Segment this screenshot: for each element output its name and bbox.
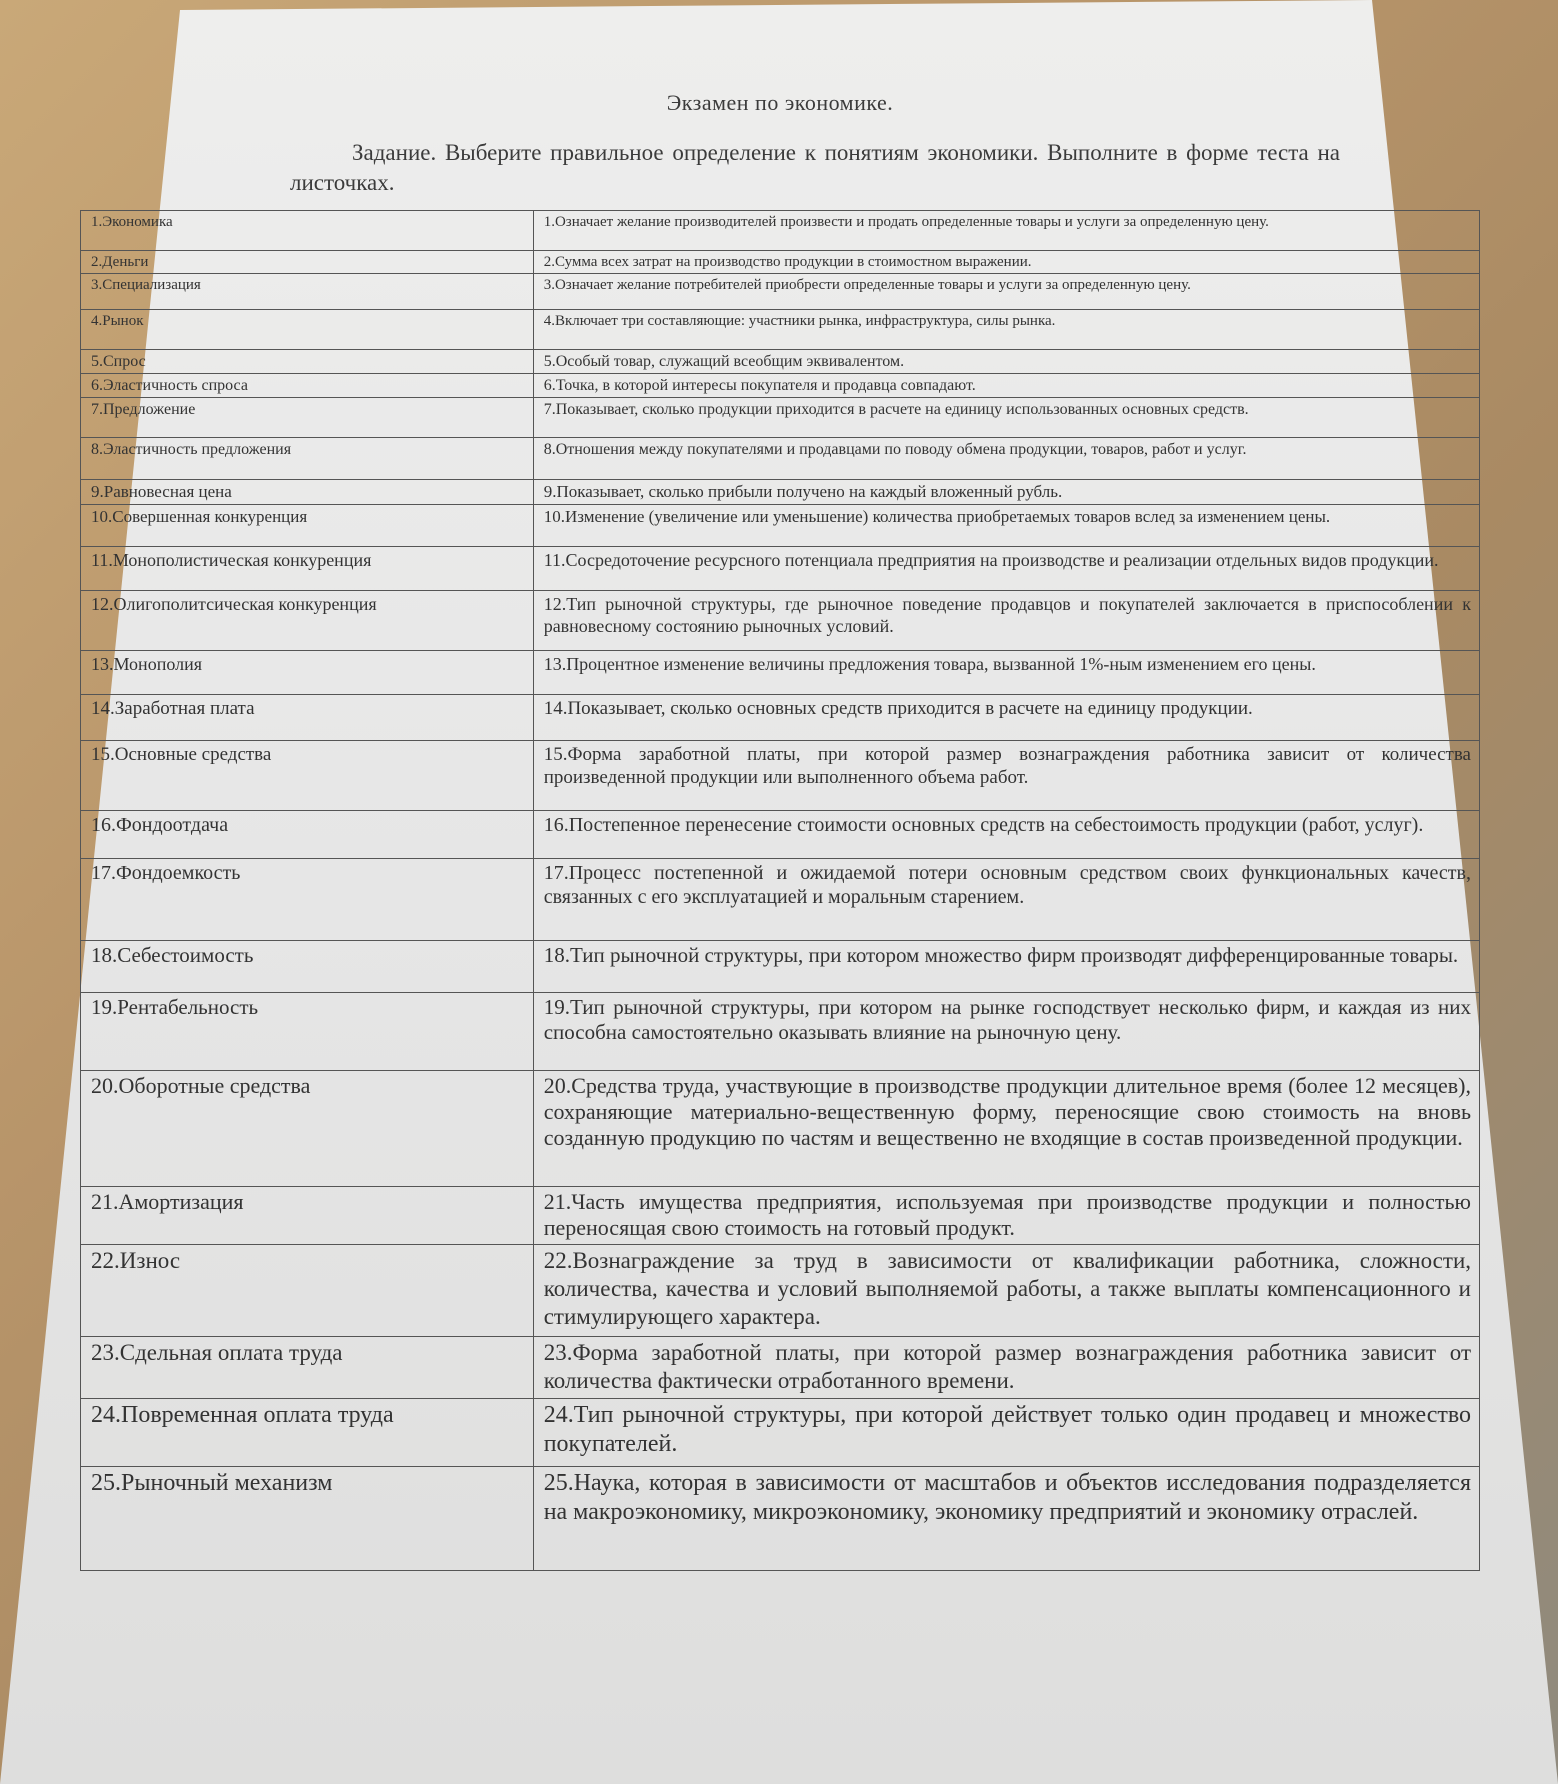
table-row (81, 547, 1480, 591)
term-cell: 22.Износ (81, 1245, 534, 1337)
term-cell: 19.Рентабельность (81, 993, 534, 1071)
definition-cell: 11.Сосредоточение ресурсного потенциала предприятия на производстве и реализации отдельных видов продукции. (533, 547, 1479, 591)
definition-cell: 2.Сумма всех затрат на производство продукции в стоимостном выражении. (533, 251, 1479, 274)
definitions-table (80, 210, 1480, 1571)
table-row (81, 591, 1480, 651)
definition-cell: 19.Тип рыночной структуры, при котором на рынке господствует несколько фирм, и каждая из них способна самостоятельно оказывать влияние на рыночную цену. (533, 993, 1479, 1071)
definition-cell: 1.Означает желание производителей произвести и продать определенные товары и услуги за определенную цену. (533, 211, 1479, 251)
table-row (81, 741, 1480, 811)
term-cell: 8.Эластичность предложения (81, 438, 534, 480)
table-row (81, 811, 1480, 859)
definition-cell: 12.Тип рыночной структуры, где рыночное поведение продавцов и покупателей заключается в приспособлении к равновесному состоянию рыночных условий. (533, 591, 1479, 651)
term-cell: 24.Повременная оплата труда (81, 1399, 534, 1467)
table-row (81, 398, 1480, 438)
term-cell: 18.Себестоимость (81, 941, 534, 993)
term-cell: 12.Олигополитсическая конкуренция (81, 591, 534, 651)
document-title: Экзамен по экономике. (666, 90, 894, 115)
definition-cell: 10.Изменение (увеличение или уменьшение) количества приобретаемых товаров вслед за изменением цены. (533, 505, 1479, 547)
definition-cell: 9.Показывает, сколько прибыли получено на каждый вложенный рубль. (533, 480, 1479, 505)
table-row (81, 1467, 1480, 1571)
term-cell: 14.Заработная плата (81, 695, 534, 741)
definition-cell: 18.Тип рыночной структуры, при котором множество фирм производят дифференцированные товары. (533, 941, 1479, 993)
term-cell: 23.Сдельная оплата труда (81, 1337, 534, 1399)
term-cell: 5.Спрос (81, 350, 534, 374)
term-cell: 16.Фондоотдача (81, 811, 534, 859)
table-row (81, 310, 1480, 350)
term-cell: 9.Равновесная цена (81, 480, 534, 505)
term-cell: 11.Монополистическая конкуренция (81, 547, 534, 591)
exam-document (60, 90, 1500, 1730)
table-row (81, 651, 1480, 695)
definition-cell: 23.Форма заработной платы, при которой размер вознаграждения работника зависит от количества фактически отработанного времени. (533, 1337, 1479, 1399)
definition-cell: 15.Форма заработной платы, при которой размер вознаграждения работника зависит от количества произведенной продукции или выполненного объема работ. (533, 741, 1479, 811)
table-row (81, 274, 1480, 310)
definition-cell: 21.Часть имущества предприятия, используемая при производстве продукции и полностью переносящая свою стоимость на готовый продукт. (533, 1187, 1479, 1245)
definition-cell: 13.Процентное изменение величины предложения товара, вызванной 1%-ным изменением его цены. (533, 651, 1479, 695)
term-cell: 7.Предложение (81, 398, 534, 438)
table-row (81, 211, 1480, 251)
definition-cell: 7.Показывает, сколько продукции приходится в расчете на единицу использованных основных средств. (533, 398, 1479, 438)
table-row (81, 1337, 1480, 1399)
term-cell: 15.Основные средства (81, 741, 534, 811)
term-cell: 21.Амортизация (81, 1187, 534, 1245)
table-row (81, 350, 1480, 374)
definition-cell: 3.Означает желание потребителей приобрести определенные товары и услуги за определенную цену. (533, 274, 1479, 310)
table-row (81, 1187, 1480, 1245)
table-row (81, 251, 1480, 274)
definition-cell: 4.Включает три составляющие: участники рынка, инфраструктура, силы рынка. (533, 310, 1479, 350)
table-row (81, 1245, 1480, 1337)
definition-cell: 5.Особый товар, служащий всеобщим эквивалентом. (533, 350, 1479, 374)
table-row (81, 993, 1480, 1071)
table-row (81, 1399, 1480, 1467)
table-row (81, 505, 1480, 547)
term-cell: 6.Эластичность спроса (81, 374, 534, 398)
term-cell: 4.Рынок (81, 310, 534, 350)
definition-cell: 6.Точка, в которой интересы покупателя и продавца совпадают. (533, 374, 1479, 398)
definition-cell: 22.Вознаграждение за труд в зависимости от квалификации работника, сложности, количества, качества и условий выполняемой работы, а также выплаты компенсационного и стимулирующего характера. (533, 1245, 1479, 1337)
task-instruction: Задание. Выберите правильное определение к понятиям экономики. Выполните в форме теста на листочках. (290, 140, 1340, 195)
table-row (81, 374, 1480, 398)
table-row (81, 438, 1480, 480)
term-cell: 3.Специализация (81, 274, 534, 310)
term-cell: 17.Фондоемкость (81, 859, 534, 941)
definition-cell: 24.Тип рыночной структуры, при которой действует только один продавец и множество покупателей. (533, 1399, 1479, 1467)
table-row (81, 859, 1480, 941)
definition-cell: 17.Процесс постепенной и ожидаемой потери основным средством своих функциональных качеств, связанных с его эксплуатацией и моральным старением. (533, 859, 1479, 941)
definition-cell: 16.Постепенное перенесение стоимости основных средств на себестоимость продукции (работ, услуг). (533, 811, 1479, 859)
definition-cell: 8.Отношения между покупателями и продавцами по поводу обмена продукции, товаров, работ и услуг. (533, 438, 1479, 480)
term-cell: 20.Оборотные средства (81, 1071, 534, 1187)
term-cell: 2.Деньги (81, 251, 534, 274)
term-cell: 13.Монополия (81, 651, 534, 695)
table-row (81, 941, 1480, 993)
table-row (81, 695, 1480, 741)
term-cell: 1.Экономика (81, 211, 534, 251)
table-row (81, 480, 1480, 505)
definition-cell: 20.Средства труда, участвующие в производстве продукции длительное время (более 12 месяцев), сохраняющие материально-вещественную форму, переносящие свою стоимость на вновь созданную продукцию по частям и вещественно не входящие в состав произведенной продукции. (533, 1071, 1479, 1187)
definition-cell: 14.Показывает, сколько основных средств приходится в расчете на единицу продукции. (533, 695, 1479, 741)
table-row (81, 1071, 1480, 1187)
term-cell: 10.Совершенная конкуренция (81, 505, 534, 547)
definition-cell: 25.Наука, которая в зависимости от масштабов и объектов исследования подразделяется на макроэкономику, микроэкономику, экономику предприятий и экономику отраслей. (533, 1467, 1479, 1571)
term-cell: 25.Рыночный механизм (81, 1467, 534, 1571)
